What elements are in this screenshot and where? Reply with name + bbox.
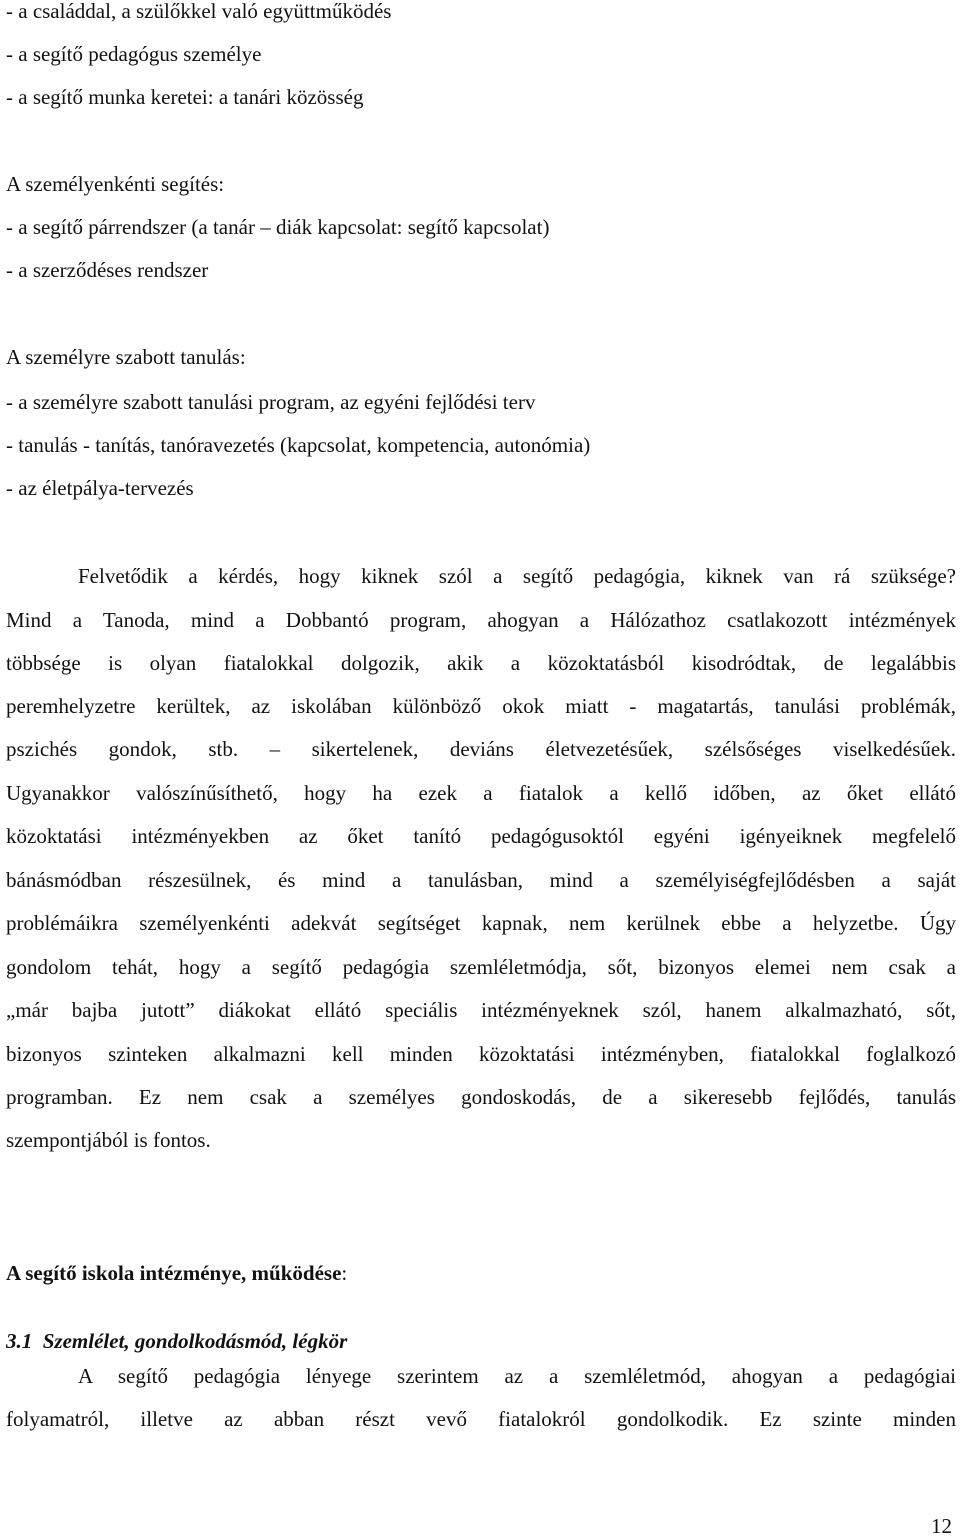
paragraph-line: többsége is olyan fiatalokkal dolgozik, akik a közoktatásból kisodródtak, de legalábbis: [6, 651, 956, 675]
section-heading-text: A segítő iskola intézménye, működése: [6, 1261, 342, 1285]
paragraph-line: folyamatról, illetve az abban részt vevő fiatalokról gondolkodik. Ez szinte minden: [6, 1407, 956, 1431]
list-item: - az életpálya-tervezés: [6, 476, 194, 500]
list-item: - a szerződéses rendszer: [6, 258, 209, 282]
list-item: - a segítő párrendszer (a tanár – diák kapcsolat: segítő kapcsolat): [6, 215, 550, 239]
section-heading: [6, 1259, 347, 1287]
paragraph-line: problémáikra személyenkénti adekvát segítséget kapnak, nem kerülnek ebbe a helyzetbe. Úgy: [6, 911, 956, 935]
paragraph-line: Ugyanakkor valószínűsíthető, hogy ha ezek a fiatalok a kellő időben, az őket ellátó: [6, 781, 956, 805]
paragraph-line: gondolom tehát, hogy a segítő pedagógia szemléletmódja, sőt, bizonyos elemei nem csak a: [6, 955, 956, 979]
paragraph-line: Felvetődik a kérdés, hogy kiknek szól a segítő pedagógia, kiknek van rá szüksége?: [78, 564, 956, 588]
list-item: - a személyre szabott tanulási program, az egyéni fejlődési terv: [6, 390, 536, 414]
paragraph-line: „már bajba jutott” diákokat ellátó speciális intézményeknek szól, hanem alkalmazható, sőt,: [6, 998, 956, 1022]
section-heading-colon: :: [341, 1261, 348, 1285]
page-number: 12: [931, 1514, 952, 1538]
paragraph-line: programban. Ez nem csak a személyes gondoskodás, de a sikeresebb fejlődés, tanulás: [6, 1085, 956, 1109]
paragraph-line: A segítő pedagógia lényege szerintem az a szemléletmód, ahogyan a pedagógiai: [78, 1364, 956, 1388]
paragraph-line: Mind a Tanoda, mind a Dobbantó program, ahogyan a Hálózathoz csatlakozott intézmények: [6, 608, 956, 632]
list-item: - a segítő munka keretei: a tanári közösség: [6, 85, 364, 109]
list-item: - tanulás - tanítás, tanóravezetés (kapcsolat, kompetencia, autonómia): [6, 433, 591, 457]
subsection-heading: 3.1 Szemlélet, gondolkodásmód, légkör: [6, 1329, 348, 1353]
paragraph-line: bánásmódban részesülnek, és mind a tanulásban, mind a személyiségfejlődésben a saját: [6, 868, 956, 892]
paragraph-line: közoktatási intézményekben az őket tanító pedagógusoktól egyéni igényeiknek megfelelő: [6, 824, 956, 848]
paragraph-line: szempontjából is fontos.: [6, 1128, 211, 1152]
paragraph-line: peremhelyzetre kerültek, az iskolában különböző okok miatt - magatartás, tanulási problémák,: [6, 694, 956, 718]
list-item: - a segítő pedagógus személye: [6, 42, 262, 66]
paragraph-line: pszichés gondok, stb. – sikertelenek, deviáns életvezetésűek, szélsőséges viselkedésűek.: [6, 737, 956, 761]
section-title: A személyre szabott tanulás:: [6, 345, 246, 369]
section-title: A személyenkénti segítés:: [6, 172, 225, 196]
paragraph-line: bizonyos szinteken alkalmazni kell minden közoktatási intézményben, fiatalokkal foglalkozó: [6, 1042, 956, 1066]
list-item: - a családdal, a szülőkkel való együttműködés: [6, 0, 392, 23]
